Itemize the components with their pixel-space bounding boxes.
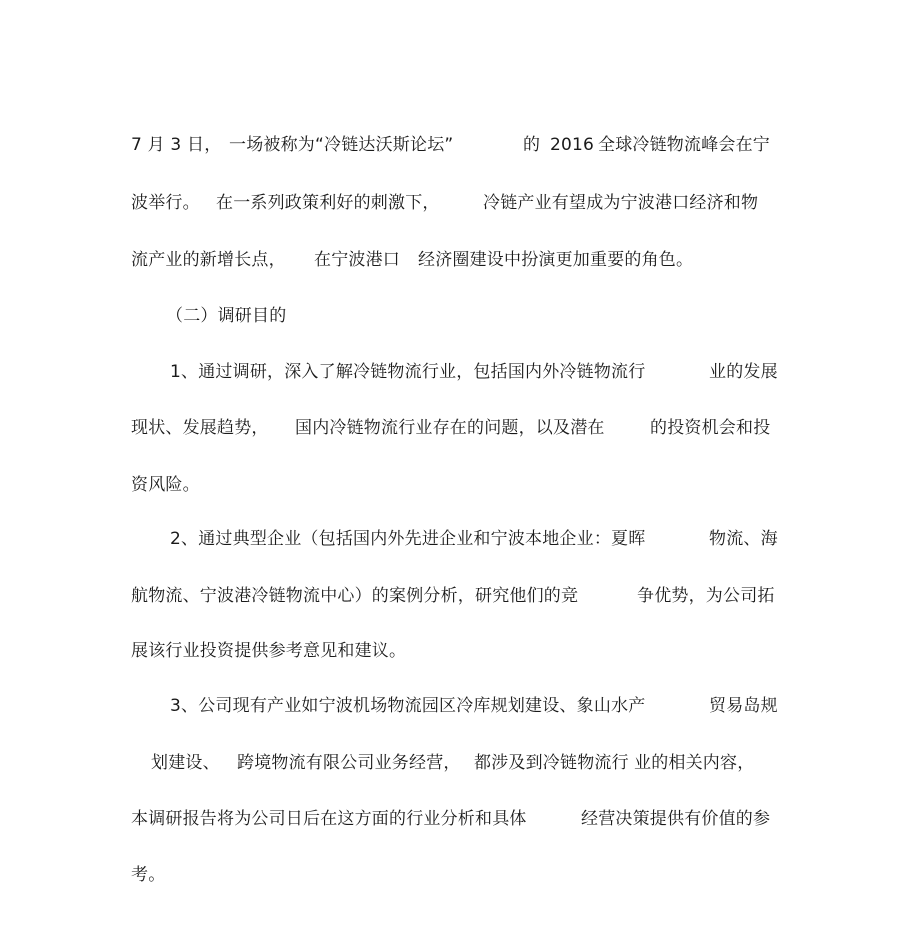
text-item-1-a: 1、通过调研，深入了解冷链物流行业，包括国内外冷链物流行 (170, 362, 646, 382)
text-role: 经济圈建设中扮演更加重要的角色。 (418, 250, 694, 270)
item-3-line-3 (0, 804, 771, 834)
text-item-2-a: 2、通过典型企业（包括国内外先进企业和宁波本地企业：夏晖 (170, 529, 646, 549)
paragraph-1-line-3 (0, 245, 694, 275)
item-3-line-1 (0, 691, 778, 721)
text-growth-point: 流产业的新增长点， (131, 250, 286, 270)
text-item-3-d: 跨境物流有限公司业务经营， (237, 753, 461, 773)
text-cold-chain-industry: 冷链产业有望成为宁波港口经济和物 (483, 193, 759, 213)
text-item-1-c: 现状、发展趋势， (131, 418, 269, 438)
text-forum-intro: 一场被称为“冷链达沃斯论坛” (229, 135, 454, 155)
text-item-1-e: 的投资机会和投 (650, 418, 771, 438)
paragraph-1-line-1 (0, 130, 770, 160)
text-item-1-b: 业的发展 (709, 362, 778, 382)
text-item-1-d: 国内冷链物流行业存在的问题，以及潜在 (295, 418, 605, 438)
text-item-3-a: 3、公司现有产业如宁波机场物流园区冷库规划建设、象山水产 (170, 696, 646, 716)
text-item-2-c: 航物流、宁波港冷链物流中心）的案例分析，研究他们的竞 (131, 586, 579, 606)
item-3-line-2 (0, 748, 755, 778)
text-item-3-h: 经营决策提供有价值的参 (581, 809, 771, 829)
text-item-3-b: 贸易岛规 (709, 696, 778, 716)
text-item-2-b: 物流、海 (709, 529, 778, 549)
text-held: 波举行。 (131, 193, 200, 213)
paragraph-1-line-2 (0, 188, 759, 218)
item-1-line-3 (0, 470, 200, 500)
text-summit: 全球冷链物流峰会在宁 (598, 135, 770, 155)
item-2-line-3 (0, 636, 407, 666)
section-heading (0, 301, 287, 331)
text-ningbo-port: 在宁波港口 (314, 250, 400, 270)
text-item-3-i: 考。 (131, 865, 166, 885)
text-year: 2016 (550, 135, 595, 155)
item-1-line-2 (0, 413, 771, 443)
item-2-line-2 (0, 581, 775, 611)
item-2-line-1 (0, 524, 778, 554)
text-item-2-d: 争优势，为公司拓 (637, 586, 775, 606)
heading-research-purpose: （二）调研目的 (166, 306, 287, 326)
text-item-3-g: 本调研报告将为公司日后在这方面的行业分析和具体 (131, 809, 527, 829)
text-de: 的 (523, 135, 541, 155)
text-item-3-c: 划建设、 (151, 753, 220, 773)
text-policy: 在一系列政策利好的刺激下， (216, 193, 440, 213)
text-item-2-e: 展该行业投资提供参考意见和建议。 (131, 641, 407, 661)
text-item-3-e: 都涉及到冷链物流行 (474, 753, 629, 773)
item-1-line-1 (0, 357, 778, 387)
text-date: 7 月 3 日， (131, 135, 222, 155)
text-item-3-f: 业的相关内容， (634, 753, 755, 773)
item-3-line-4 (0, 860, 166, 890)
text-item-1-f: 资风险。 (131, 475, 200, 495)
